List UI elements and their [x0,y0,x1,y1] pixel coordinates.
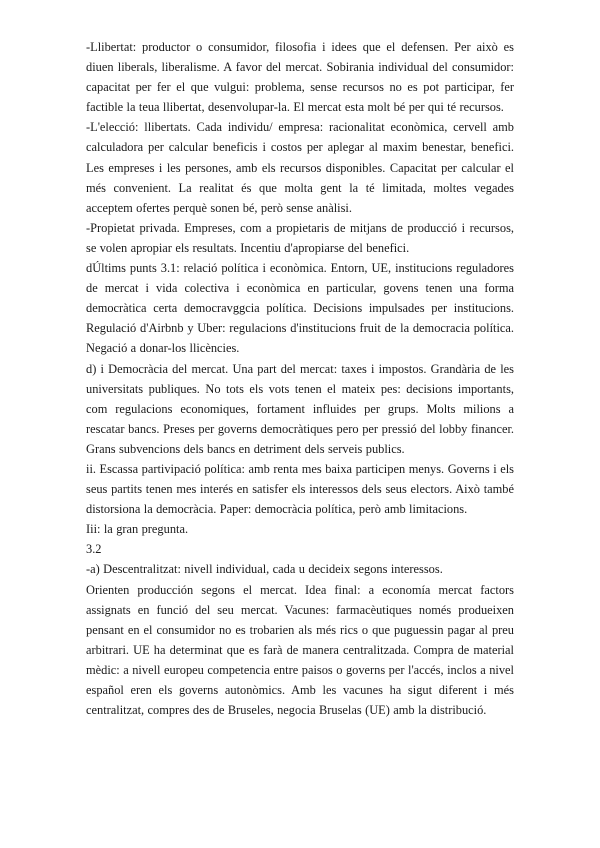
section-heading-3-2: 3.2 [86,542,102,557]
paragraph-gran-pregunta: Iii: la gran pregunta. [86,522,189,537]
paragraph-participacio-politica: ii. Escassa partivipació política: amb renta mes baixa participen menys. Governs i els seus partits tenen mes interés en satisfer els interessos dels seus electors. Això també distorsiona la democràcia. Paper: democràcia política, però amb limitacions. [86,461,514,517]
paragraph-orienten-produccio: Orienten producción segons el mercat. Idea final: a economía mercat factors assignats en funció del seu mercat. Vacunes: farmacèutiques només produeixen pensant en el consumidor no es trobarien als més rics o que puguessin pagar al preu arbitrari. UE ha determinat que es farà de manera centralitzada. Compra de material mèdic: a nivell europeu competencia entre paisos o governs per l'accés, inclos a nivel español eren els governs autonòmics. Amb les vacunes ha sigut diferent i més centralitzat, compres des de Bruseles, negocia Bruselas (UE) amb la distribució. [86,582,514,718]
paragraph-ultims-punts: dÚltims punts 3.1: relació política i econòmica. Entorn, UE, institucions reguladores de mercat i vida colectiva i econòmica en particular, govens tenen una forma democràtica certa democravggcia política. Decisions impulsades per institucions. Regulació d'Airbnb y Uber: regulacions d'institucions fruit de la democracia política. Negació a donar-los llicències. [86,261,514,356]
paragraph-democracia-mercat: d) i Democràcia del mercat. Una part del mercat: taxes i impostos. Grandària de les universitats publiques. No tots els vots tenen el mateix pes: decisions importants, com regulacions economiques, fortament influides per grups. Molts milions a rescatar bancs. Preses per governs democràtiques pero per pressió del lobby financer. Grans subvencions dels bancs en detriment dels serveis publics. [86,361,514,456]
paragraph-llibertat: -Llibertat: productor o consumidor, filosofia i idees que el defensen. Per això es diuen liberals, liberalisme. A favor del mercat. Sobirania individual del consumidor: capacitat per fer el que vulgui: problema, sense recursos no es pot participar, fer factible la teua llibertat, desenvolupar-la. El mercat esta molt bé per qui té recursos. [86,40,514,115]
paragraph-eleccio: -L'elecció: llibertats. Cada individu/ empresa: racionalitat econòmica, cervell amb calculadora per calcular beneficis i costos per aplegar al maxim benestar, benefici. Les empreses i les persones, amb els recursos disponibles. Capacitat per calcular el més convenient. La realitat és que molta gent la té limitada, moltes vegades acceptem ofertes perquè sonen bé, però sense anàlisi. [86,120,514,215]
paragraph-propietat-privada: -Propietat privada. Empreses, com a propietaris de mitjans de producció i recursos, se volen apropiar els resultats. Incentiu d'apropiarse del benefici. [86,220,514,255]
paragraph-descentralitzat: -a) Descentralitzat: nivell individual, cada u decideix segons interessos. [86,562,443,577]
